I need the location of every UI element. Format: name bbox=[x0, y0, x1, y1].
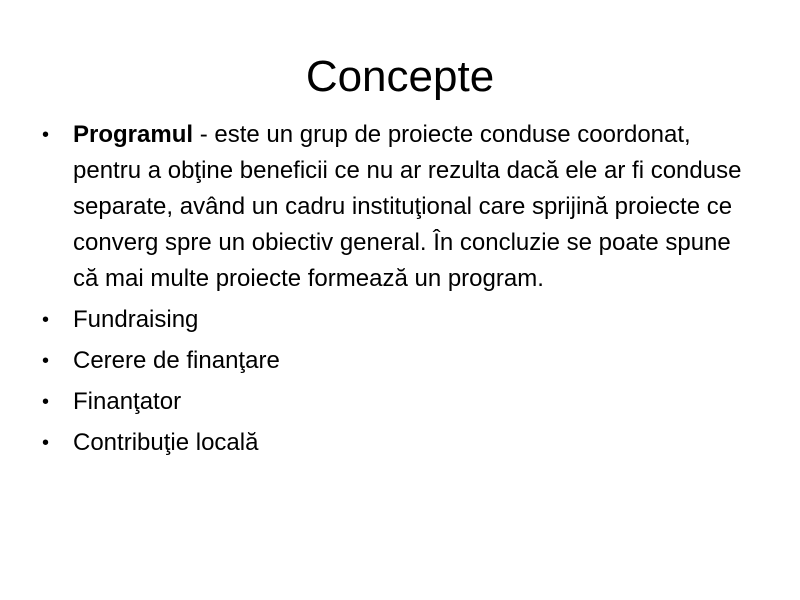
bullet-icon: • bbox=[42, 309, 50, 331]
bullet-icon: • bbox=[42, 124, 50, 146]
bullet-list bbox=[40, 117, 760, 466]
bullet-icon: • bbox=[42, 432, 50, 454]
slide-title: Concepte bbox=[305, 52, 495, 101]
bullet-item-cerere-de-finantare bbox=[40, 343, 760, 379]
bullet-term: Programul bbox=[73, 121, 194, 148]
bullet-text: Finanţator bbox=[73, 388, 182, 415]
bullet-item-fundraising bbox=[40, 302, 760, 338]
bullet-text: Cerere de finanţare bbox=[73, 347, 280, 374]
bullet-icon: • bbox=[42, 391, 50, 413]
bullet-text: Contribuţie locală bbox=[73, 429, 259, 456]
bullet-icon: • bbox=[42, 350, 50, 372]
bullet-item-programul bbox=[40, 117, 760, 297]
bullet-item-finantator bbox=[40, 384, 760, 420]
bullet-text: Fundraising bbox=[73, 306, 199, 333]
bullet-text: - este un grup de proiecte conduse coordonat, pentru a obţine beneficii ce nu ar rezulta dacă ele ar fi conduse separate, având un cadru instituţional care sprijină proiecte ce converg spre un obiectiv general. În concluzie se poate spune că mai multe proiecte formează un program. bbox=[73, 121, 742, 292]
bullet-item-contributie-locala bbox=[40, 425, 760, 461]
